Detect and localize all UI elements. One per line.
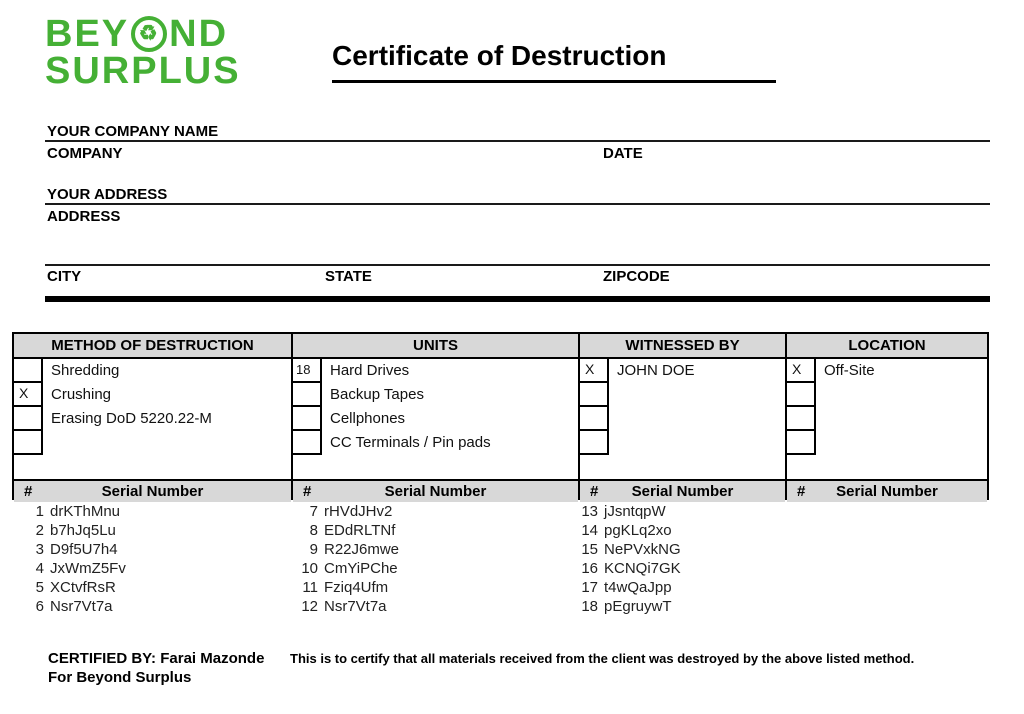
- serial-value: Nsr7Vt7a: [324, 598, 387, 615]
- serial-row: [568, 521, 681, 540]
- location-header: LOCATION: [787, 334, 987, 359]
- serial-row: [288, 502, 399, 521]
- your-company-name-heading: YOUR COMPANY NAME: [47, 123, 219, 140]
- label-erasing: Erasing DoD 5220.22-M: [51, 410, 212, 427]
- section-divider-thick-line: [45, 296, 990, 302]
- serial-value: t4wQaJpp: [604, 579, 672, 596]
- city-label: CITY: [47, 268, 82, 285]
- serial-value: NePVxkNG: [604, 541, 681, 558]
- serial-header-3: [580, 479, 785, 502]
- address-label: ADDRESS: [47, 208, 121, 225]
- serial-index: 1: [35, 503, 44, 520]
- units-header: UNITS: [293, 334, 578, 359]
- serial-hash-3: #: [590, 483, 599, 500]
- checkbox-crushing[interactable]: X: [14, 383, 41, 407]
- checkbox-off-site[interactable]: X: [787, 359, 814, 383]
- serial-value: JxWmZ5Fv: [50, 560, 126, 577]
- serial-value: R22J6mwe: [324, 541, 400, 558]
- label-hard-drives: Hard Drives: [330, 362, 410, 379]
- serial-index: 10: [301, 560, 318, 577]
- checkbox-method-blank[interactable]: [14, 431, 41, 455]
- serial-value: EDdRLTNf: [324, 522, 396, 539]
- checkbox-location-3[interactable]: [787, 407, 814, 431]
- serial-list-column-2: [288, 502, 399, 616]
- serial-title-1: Serial Number: [101, 483, 204, 500]
- serial-hash-1: #: [24, 483, 33, 500]
- serial-hash-4: #: [797, 483, 806, 500]
- serial-row: [288, 540, 399, 559]
- method-checkbox-column: [14, 359, 43, 455]
- serial-row: [568, 502, 681, 521]
- serial-value: rHVdJHv2: [324, 503, 393, 520]
- serial-index: 2: [35, 522, 44, 539]
- serial-row: [568, 540, 681, 559]
- serial-index: 5: [35, 579, 44, 596]
- serial-row: [288, 578, 399, 597]
- serial-value: Fziq4Ufm: [324, 579, 389, 596]
- checkbox-location-4[interactable]: [787, 431, 814, 455]
- city-row-top-line: [45, 264, 990, 266]
- destruction-table: [12, 332, 989, 500]
- serial-index: 4: [35, 560, 44, 577]
- logo-text-nd: ND: [169, 13, 229, 55]
- your-address-heading: YOUR ADDRESS: [47, 186, 168, 203]
- checkbox-witness-2[interactable]: [580, 383, 607, 407]
- certified-by-block: [48, 649, 264, 687]
- serial-index: 16: [581, 560, 598, 577]
- serial-title-4: Serial Number: [836, 483, 938, 500]
- serial-value: jJsntqpW: [604, 503, 666, 520]
- serial-row: [20, 578, 126, 597]
- method-of-destruction-column: [14, 334, 291, 498]
- method-body: [14, 359, 291, 479]
- serial-row: [568, 597, 681, 616]
- serial-index: 17: [581, 579, 598, 596]
- checkbox-witness-3[interactable]: [580, 407, 607, 431]
- company-label: COMPANY: [47, 145, 123, 162]
- certification-statement: This is to certify that all materials received from the client was destroyed by the above listed method.: [290, 651, 915, 666]
- serial-list-column-3: [568, 502, 681, 616]
- serial-header-4: [787, 479, 987, 502]
- serial-row: [568, 578, 681, 597]
- serial-index: 15: [581, 541, 598, 558]
- for-company-line: For Beyond Surplus: [48, 669, 192, 686]
- serial-index: 11: [302, 579, 318, 596]
- serial-value: b7hJq5Lu: [50, 522, 116, 539]
- serial-index: 3: [35, 541, 44, 558]
- label-crushing: Crushing: [51, 386, 112, 403]
- serial-index: 18: [581, 598, 598, 615]
- method-of-destruction-header: METHOD OF DESTRUCTION: [14, 334, 291, 359]
- serial-row: [20, 502, 126, 521]
- serial-index: 7: [309, 503, 318, 520]
- serial-header-1: [14, 479, 291, 502]
- serial-index: 14: [581, 522, 598, 539]
- serial-index: 12: [301, 598, 318, 615]
- serial-row: [20, 521, 126, 540]
- serial-value: D9f5U7h4: [50, 541, 118, 558]
- logo-word-surplus: SURPLUS: [45, 50, 241, 92]
- label-shredding: Shredding: [51, 362, 120, 379]
- checkbox-cc-terminals[interactable]: [293, 431, 320, 455]
- serial-hash-2: #: [303, 483, 312, 500]
- date-label: DATE: [603, 145, 643, 162]
- state-label: STATE: [325, 268, 372, 285]
- serial-row: [568, 559, 681, 578]
- checkbox-hard-drives[interactable]: 18: [293, 359, 320, 383]
- location-body: [787, 359, 987, 479]
- label-cellphones: Cellphones: [330, 410, 406, 427]
- checkbox-backup-tapes[interactable]: [293, 383, 320, 407]
- page-title: Certificate of Destruction: [332, 40, 776, 83]
- logo-text-bey: BEY: [45, 13, 130, 55]
- units-column: [291, 334, 578, 498]
- location-checkbox-column: [787, 359, 816, 455]
- logo-word-beyond: [45, 13, 241, 55]
- serial-value: pEgruywT: [604, 598, 672, 615]
- checkbox-erasing[interactable]: [14, 407, 41, 431]
- serial-index: 6: [35, 598, 44, 615]
- serial-index: 13: [581, 503, 598, 520]
- serial-value: XCtvfRsR: [50, 579, 116, 596]
- serial-value: KCNQi7GK: [604, 560, 681, 577]
- serial-value: pgKLq2xo: [604, 522, 672, 539]
- checkbox-location-2[interactable]: [787, 383, 814, 407]
- serial-row: [20, 559, 126, 578]
- address-input-line[interactable]: [45, 203, 990, 205]
- location-column: [785, 334, 987, 498]
- witnessed-by-header: WITNESSED BY: [580, 334, 785, 359]
- label-cc-terminals: CC Terminals / Pin pads: [330, 434, 491, 451]
- label-witness-name: JOHN DOE: [617, 362, 695, 379]
- beyond-surplus-logo: [45, 13, 241, 92]
- serial-index: 8: [309, 522, 318, 539]
- checkbox-cellphones[interactable]: [293, 407, 320, 431]
- witnessed-by-column: [578, 334, 785, 498]
- label-backup-tapes: Backup Tapes: [330, 386, 424, 403]
- serial-value: CmYiPChe: [324, 560, 398, 577]
- serial-list-column-1: [20, 502, 126, 616]
- serial-title-2: Serial Number: [384, 483, 487, 500]
- recycle-icon: ♻: [131, 16, 167, 52]
- units-body: [293, 359, 578, 479]
- checkbox-shredding[interactable]: [14, 359, 41, 383]
- serial-title-3: Serial Number: [631, 483, 734, 500]
- company-input-line[interactable]: [45, 140, 990, 142]
- zipcode-label: ZIPCODE: [603, 268, 670, 285]
- label-off-site: Off-Site: [824, 362, 875, 379]
- serial-row: [288, 597, 399, 616]
- checkbox-witness-1[interactable]: X: [580, 359, 607, 383]
- serial-row: [20, 540, 126, 559]
- witnessed-checkbox-column: [580, 359, 609, 455]
- units-checkbox-column: [293, 359, 322, 455]
- serial-row: [288, 521, 399, 540]
- serial-index: 9: [309, 541, 318, 558]
- certified-by-line: CERTIFIED BY: Farai Mazonde: [48, 650, 265, 667]
- serial-value: drKThMnu: [50, 503, 121, 520]
- serial-header-2: [293, 479, 578, 502]
- witnessed-body: [580, 359, 785, 479]
- serial-row: [288, 559, 399, 578]
- serial-value: Nsr7Vt7a: [50, 598, 113, 615]
- serial-row: [20, 597, 126, 616]
- checkbox-witness-4[interactable]: [580, 431, 607, 455]
